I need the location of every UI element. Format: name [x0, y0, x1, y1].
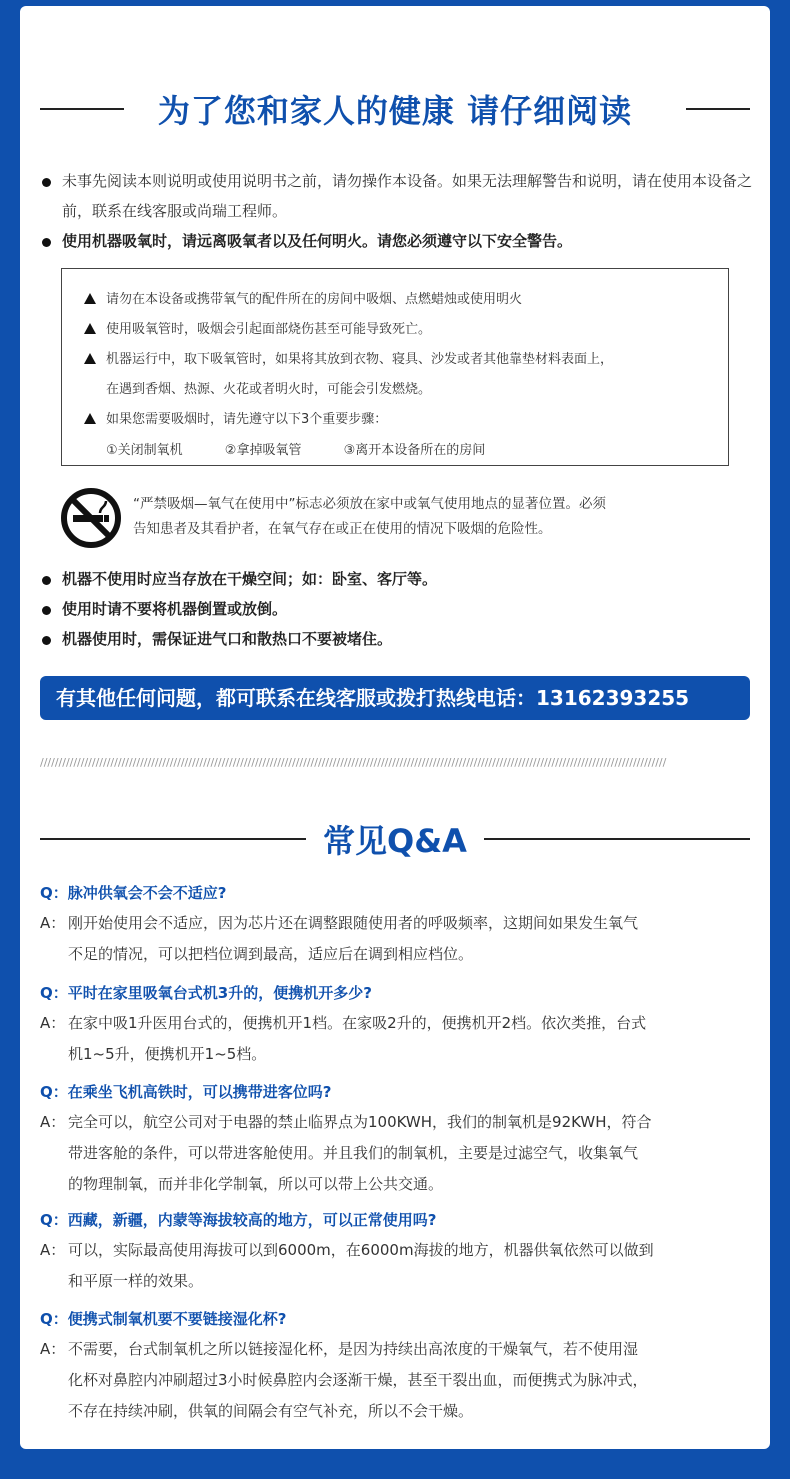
- warning-icon: [84, 293, 96, 304]
- no-smoking-icon: [60, 487, 122, 549]
- question: Q：在乘坐飞机高铁时，可以携带进客位吗?: [40, 1083, 332, 1101]
- step-2: ②拿掉吸氧管: [224, 443, 302, 458]
- page-title: 为了您和家人的健康 请仔细阅读: [146, 86, 644, 132]
- qa-title-line-right: [484, 838, 750, 840]
- answer: A： 刚开始使用会不适应，因为芯片还在调整跟随使用者的呼吸频率，这期间如果发生氧气 不足的情况，可以把档位调到最高，适应后在调到相应档位。: [40, 914, 639, 963]
- bullet-dot-icon: [42, 606, 51, 615]
- answer: A： 不需要，台式制氧机之所以链接湿化杯，是因为持续出高浓度的干燥氧气，若不使用湿 化杯对鼻腔内冲刷超过3小时候鼻腔内会逐渐干燥，甚至干裂出血，而便携式为脉冲式， 不存在持续冲刷，供氧的间隔会有空气补充，所以不会干燥。: [40, 1340, 648, 1420]
- qa-item: [40, 978, 752, 1070]
- bullet-dot-icon: [42, 636, 51, 645]
- answer: A： 在家中吸1升医用台式的，便携机开1档。在家吸2升的，便携机开2档。依次类推，台式 机1~5升，便携机开1~5档。: [40, 1014, 647, 1063]
- bullet-item: 未事先阅读本则说明或使用说明书之前，请勿操作本设备。如果无法理解警告和说明，请在使用本设备之前，联系在线客服或尚瑞工程师。: [42, 166, 752, 226]
- warning-icon: [84, 323, 96, 334]
- bullet-item: 机器不使用时应当存放在干燥空间；如：卧室、客厅等。: [42, 564, 752, 594]
- title-line-right: [686, 108, 750, 110]
- bottom-bullets: [42, 564, 752, 654]
- qa-item: [40, 878, 752, 970]
- answer: A： 可以，实际最高使用海拔可以到6000m，在6000m海拔的地方，机器供氧依然可以做到 和平原一样的效果。: [40, 1241, 654, 1290]
- warning-line: 使用吸氧管时，吸烟会引起面部烧伤甚至可能导致死亡。: [84, 321, 431, 339]
- question: Q：便携式制氧机要不要链接湿化杯?: [40, 1310, 287, 1328]
- qa-title-line-left: [40, 838, 306, 840]
- smoking-steps: [106, 439, 523, 458]
- title-line-left: [40, 108, 124, 110]
- qa-title: 常见Q&A: [309, 816, 481, 862]
- qa-item: [40, 1077, 752, 1200]
- dashed-divider: /////////////////////////////////////////////////////////////////////////////////////////////////////////////////////////////////////////////////////////////////////////: [40, 756, 667, 769]
- bullet-dot-icon: [42, 238, 51, 247]
- bullet-dot-icon: [42, 178, 51, 187]
- question: Q：脉冲供氧会不会不适应?: [40, 884, 227, 902]
- warning-line: 如果您需要吸烟时，请先遵守以下3个重要步骤：: [84, 411, 387, 429]
- top-bullets: [42, 166, 752, 256]
- question: Q：平时在家里吸氧台式机3升的，便携机开多少?: [40, 984, 372, 1002]
- bullet-item: 使用机器吸氧时，请远离吸氧者以及任何明火。请您必须遵守以下安全警告。: [42, 226, 752, 256]
- step-1: ①关闭制氧机: [106, 443, 183, 458]
- step-3: ③离开本设备所在的房间: [343, 443, 486, 458]
- warning-icon: [84, 413, 96, 424]
- qa-item: [40, 1205, 752, 1297]
- warning-line-continued: 在遇到香烟、热源、火花或者明火时，可能会引发燃烧。: [106, 382, 432, 397]
- warning-line: 机器运行中，取下吸氧管时，如果将其放到衣物、寝具、沙发或者其他靠垫材料表面上，: [84, 351, 613, 369]
- qa-item: [40, 1304, 752, 1427]
- hotline-banner: 有其他任何问题，都可联系在线客服或拨打热线电话：13162393255: [40, 676, 750, 720]
- bullet-dot-icon: [42, 576, 51, 585]
- bullet-item: 机器使用时，需保证进气口和散热口不要被堵住。: [42, 624, 752, 654]
- content-card: [20, 6, 770, 1449]
- question: Q：西藏，新疆，内蒙等海拔较高的地方，可以正常使用吗?: [40, 1211, 437, 1229]
- answer: A： 完全可以，航空公司对于电器的禁止临界点为100KWH，我们的制氧机是92KWH，符合 带进客舱的条件，可以带进客舱使用。并且我们的制氧机，主要是过滤空气，收集氧气 的物理制氧，而并非化学制氧，所以可以带上公共交通。: [40, 1113, 652, 1193]
- no-smoking-notice: “严禁吸烟—氧气在使用中”标志必须放在家中或氧气使用地点的显著位置。必须 告知患者及其看护者，在氧气存在或正在使用的情况下吸烟的危险性。: [133, 496, 606, 537]
- bullet-item: 使用时请不要将机器倒置或放倒。: [42, 594, 752, 624]
- qa-header: [20, 814, 770, 864]
- header: [20, 84, 770, 134]
- warning-line: 请勿在本设备或携带氧气的配件所在的房间中吸烟、点燃蜡烛或使用明火: [84, 291, 522, 309]
- warning-icon: [84, 353, 96, 364]
- safety-warning-box: [61, 268, 729, 466]
